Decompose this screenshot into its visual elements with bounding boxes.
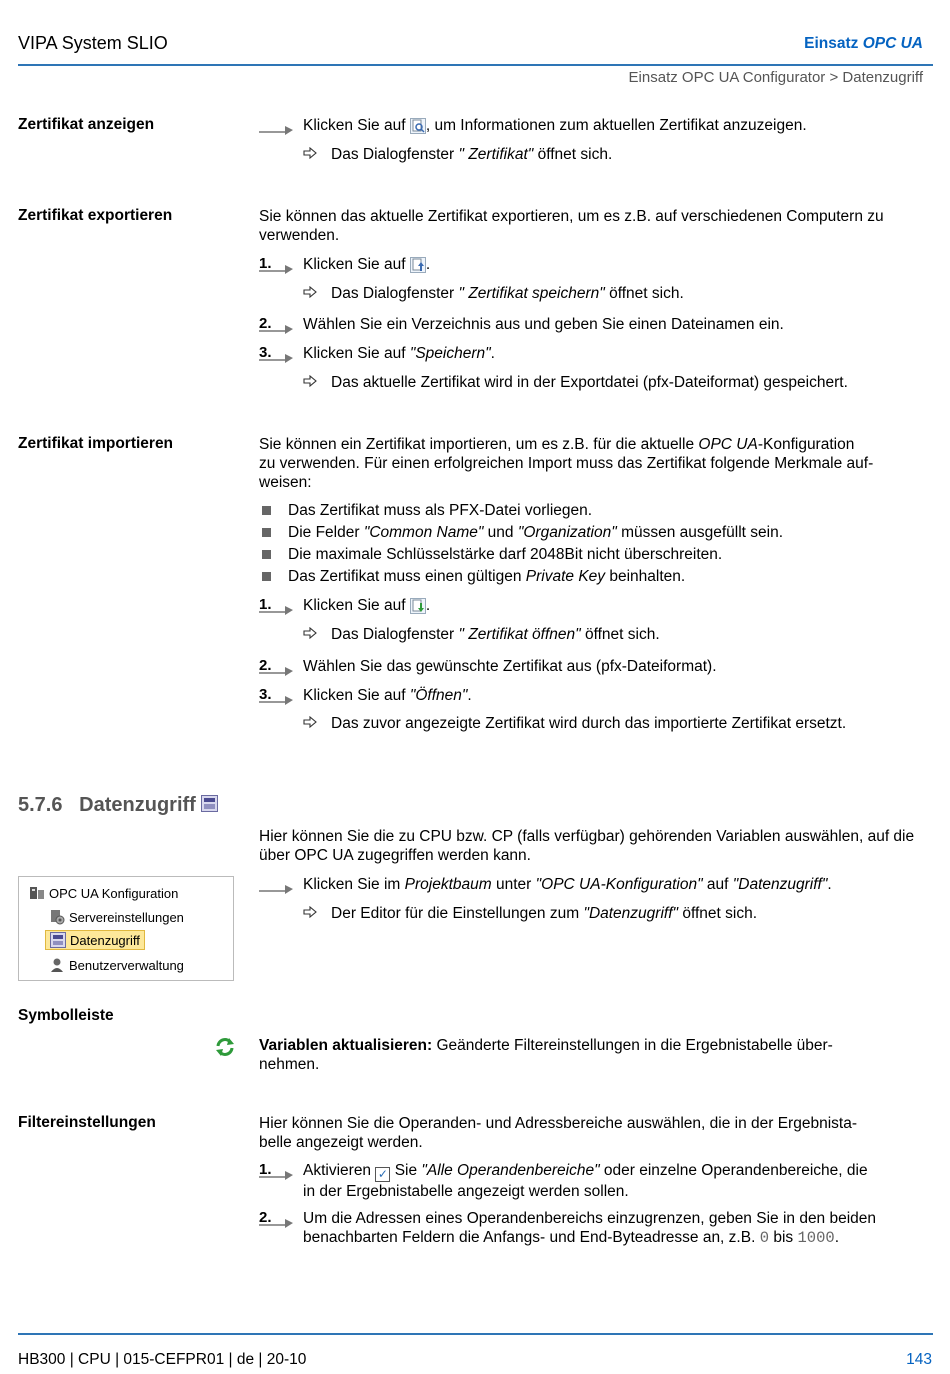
export-step-1: Klicken Sie auf . (303, 256, 431, 273)
result-arrow-icon (303, 906, 317, 918)
bullet-icon (262, 550, 271, 559)
bullet-icon (262, 528, 271, 537)
export-result-1: Das Dialogfenster " Zertifikat speichern" öffnet sich. (331, 285, 684, 302)
result-arrow-icon (303, 627, 317, 639)
step-arrow-icon (259, 1166, 295, 1180)
project-tree (18, 876, 234, 981)
footer-rule (18, 1333, 933, 1335)
import-certificate-icon (410, 598, 426, 614)
import-cert-intro: Sie können ein Zertifikat importieren, um es z.B. für die aktuelle OPC UA-Konfiguration zu verwenden. Für einen erfolgreichen Import muss das Zertifikat folgende Merkmale auf- weisen: (259, 436, 874, 491)
data-access-icon (50, 932, 66, 948)
data-access-icon (201, 795, 218, 812)
step-arrow-icon (259, 121, 295, 135)
export-cert-heading: Zertifikat exportieren (18, 207, 173, 224)
refresh-icon[interactable] (214, 1036, 236, 1058)
view-certificate-icon (410, 118, 426, 134)
bullet-icon (262, 572, 271, 581)
server-settings-icon (49, 909, 65, 925)
export-certificate-icon (410, 257, 426, 273)
filter-intro: Hier können Sie die Operanden- und Adressbereiche auswählen, die in der Ergebnista- belle angezeigt werden. (259, 1115, 857, 1151)
section-intro: Hier können Sie die zu CPU bzw. CP (falls verfügbar) gehörenden Variablen auswählen, auf die über OPC UA zugegriffen werden kann. (259, 828, 915, 864)
chapter-title: Einsatz OPC UA (804, 35, 923, 52)
section-heading: 5.7.6 Datenzugriff (18, 794, 218, 817)
step-arrow-icon (259, 320, 295, 334)
document-header-title: VIPA System SLIO (18, 33, 168, 53)
filter-step-1: Aktivieren ✓ Sie "Alle Operandenbereiche" oder einzelne Operandenbereiche, die in der Ergebnistabelle angezeigt werden sollen. (303, 1162, 868, 1200)
step-arrow-icon (259, 260, 295, 274)
filter-step-2: Um die Adressen eines Operandenbereichs einzugrenzen, geben Sie in den beiden benachbarten Feldern die Anfangs- und End-Byteadresse an, z.B. 0 bis 1000. (303, 1210, 877, 1247)
bullet-icon (262, 506, 271, 515)
step-arrow-icon (259, 880, 295, 894)
import-step-3: Klicken Sie auf "Öffnen". (303, 687, 472, 704)
step-number: 2. (259, 315, 272, 332)
import-step-2: Wählen Sie das gewünschte Zertifikat aus (pfx-Dateiformat). (303, 658, 717, 675)
step-number: 2. (259, 657, 272, 674)
step-number: 1. (259, 1161, 272, 1178)
tree-item-datenzugriff[interactable]: Datenzugriff (45, 930, 145, 950)
user-management-icon (49, 957, 65, 973)
result-arrow-icon (303, 716, 317, 728)
opc-config-icon (29, 885, 45, 901)
export-step-3: Klicken Sie auf "Speichern". (303, 345, 495, 362)
export-cert-intro: Sie können das aktuelle Zertifikat exportieren, um es z.B. auf verschiedenen Computern zu verwenden. (259, 208, 884, 244)
step-arrow-icon (259, 691, 295, 705)
step-number: 1. (259, 596, 272, 613)
header-rule (18, 64, 933, 66)
import-bullet-1: Das Zertifikat muss als PFX-Datei vorliegen. (288, 502, 593, 519)
import-bullet-3: Die maximale Schlüsselstärke darf 2048Bit nicht überschreiten. (288, 546, 723, 563)
toolbar-heading: Symbolleiste (18, 1007, 114, 1024)
step-arrow-icon (259, 601, 295, 615)
step-arrow-icon (259, 662, 295, 676)
import-cert-heading: Zertifikat importieren (18, 435, 174, 452)
section-result: Der Editor für die Einstellungen zum "Datenzugriff" öffnet sich. (331, 905, 758, 922)
tree-item-benutzerverwaltung[interactable]: Benutzerverwaltung (49, 957, 184, 973)
result-arrow-icon (303, 375, 317, 387)
breadcrumb: Einsatz OPC UA Configurator > Datenzugriff (628, 69, 923, 86)
result-arrow-icon (303, 147, 317, 159)
refresh-description: Variablen aktualisieren: Geänderte Filtereinstellungen in die Ergebnistabelle über- nehmen. (259, 1037, 833, 1073)
import-result-3: Das zuvor angezeigte Zertifikat wird durch das importierte Zertifikat ersetzt. (331, 715, 847, 732)
import-result-1: Das Dialogfenster " Zertifikat öffnen" öffnet sich. (331, 626, 660, 643)
page-number: 143 (906, 1351, 932, 1368)
show-cert-result: Das Dialogfenster " Zertifikat" öffnet sich. (331, 146, 613, 163)
import-bullet-2: Die Felder "Common Name" und "Organization" müssen ausgefüllt sein. (288, 524, 784, 541)
export-result-3: Das aktuelle Zertifikat wird in der Exportdatei (pfx-Dateiformat) gespeichert. (331, 374, 848, 391)
export-step-2: Wählen Sie ein Verzeichnis aus und geben Sie einen Dateinamen ein. (303, 316, 784, 333)
step-number: 3. (259, 686, 272, 703)
import-bullet-4: Das Zertifikat muss einen gültigen Private Key beinhalten. (288, 568, 686, 585)
section-step: Klicken Sie im Projektbaum unter "OPC UA-Konfiguration" auf "Datenzugriff". (303, 876, 832, 893)
result-arrow-icon (303, 286, 317, 298)
filter-heading: Filtereinstellungen (18, 1114, 156, 1131)
checkbox-icon: ✓ (375, 1167, 390, 1182)
show-cert-heading: Zertifikat anzeigen (18, 116, 155, 133)
step-number: 2. (259, 1209, 272, 1226)
step-number: 3. (259, 344, 272, 361)
show-cert-step: Klicken Sie auf , um Informationen zum aktuellen Zertifikat anzuzeigen. (303, 117, 807, 134)
tree-item-servereinstellungen[interactable]: Servereinstellungen (49, 909, 184, 925)
footer-doc-id: HB300 | CPU | 015-CEFPR01 | de | 20-10 (18, 1351, 307, 1368)
step-arrow-icon (259, 349, 295, 363)
import-step-1: Klicken Sie auf . (303, 597, 431, 614)
step-number: 1. (259, 255, 272, 272)
tree-item-root[interactable]: OPC UA Konfiguration (29, 885, 178, 901)
step-arrow-icon (259, 1214, 295, 1228)
